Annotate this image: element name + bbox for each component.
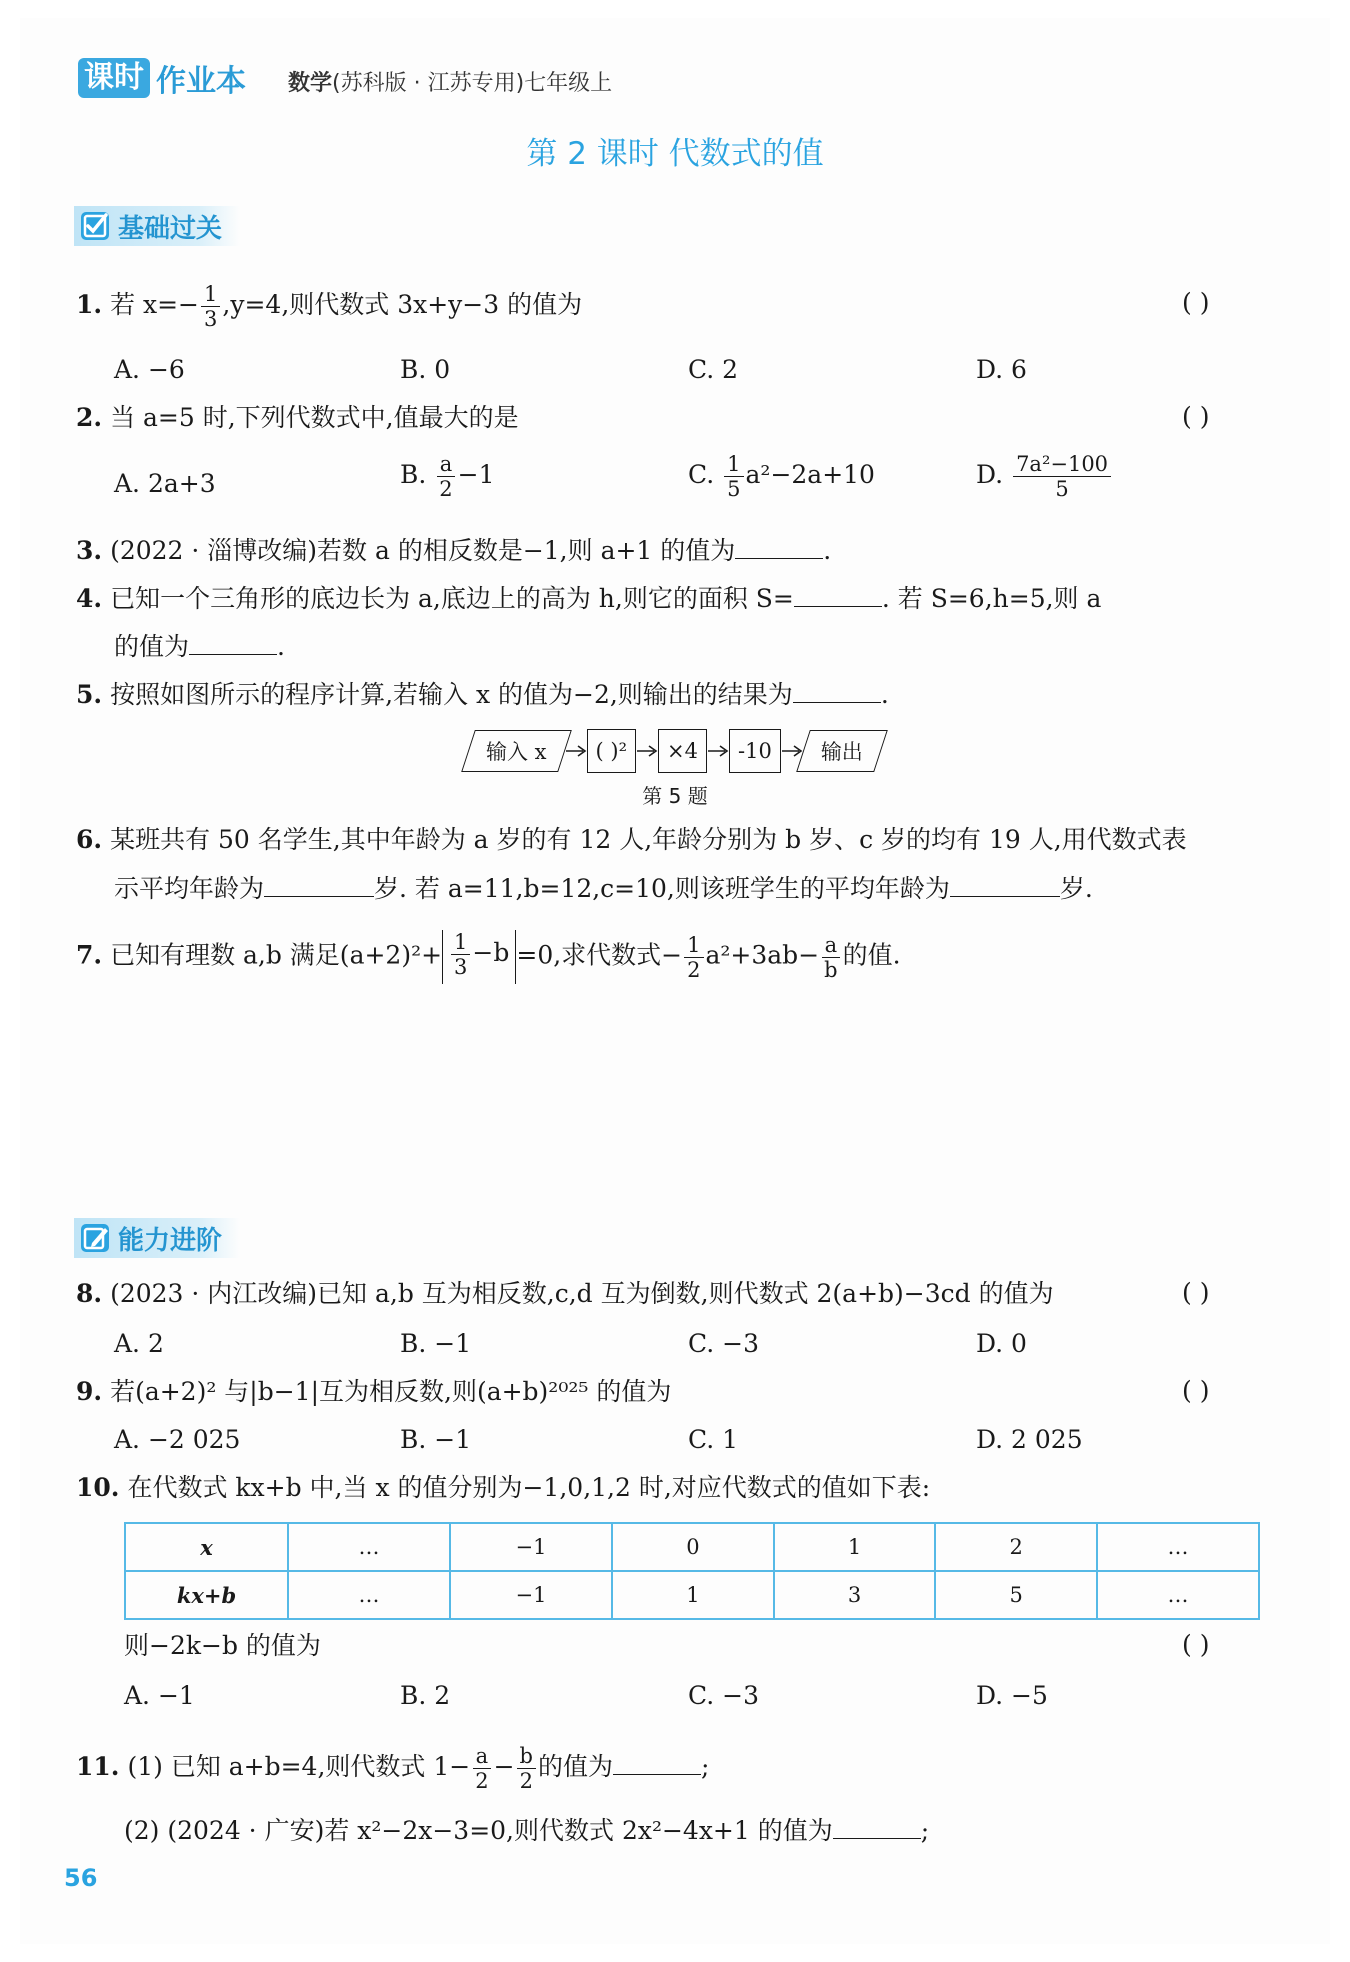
question-7 — [76, 930, 901, 984]
table-cell: −1 — [450, 1571, 612, 1619]
fraction — [472, 1744, 491, 1793]
option-c: C. −3 — [688, 1681, 759, 1710]
question-text: 某班共有 50 名学生,其中年龄为 a 岁的有 12 人,年龄分别为 b 岁、c 岁的均有 19 人,用代数式表 — [110, 825, 1187, 854]
table-cell: 5 — [935, 1571, 1097, 1619]
question-8 — [76, 1276, 1054, 1312]
operator: − — [493, 1752, 515, 1781]
fraction — [724, 452, 743, 501]
section-label-basic: 基础过关 — [118, 213, 223, 244]
flow-subtract-box: -10 — [729, 729, 781, 773]
fraction — [517, 1744, 536, 1793]
fraction-denominator: 2 — [519, 1769, 533, 1793]
fraction-numerator: a — [437, 452, 456, 477]
option-b: B. 0 — [400, 355, 451, 384]
table-header-cell: kx+b — [125, 1571, 288, 1619]
edition-label: (苏科版 · 江苏专用)七年级上 — [332, 71, 613, 96]
question-number: 8. — [76, 1279, 103, 1308]
question-4 — [76, 580, 1101, 617]
option-b: B. 2 — [400, 1681, 451, 1710]
fraction — [451, 930, 470, 979]
subject-label: 数学 — [288, 71, 333, 96]
question-10-ask: 则−2k−b 的值为 — [124, 1631, 321, 1660]
flow-multiply-box: ×4 — [658, 729, 707, 773]
question-text: 在代数式 kx+b 中,当 x 的值分别为−1,0,1,2 时,对应代数式的值如下表: — [127, 1473, 931, 1502]
question-text: a²+3ab− — [705, 940, 820, 970]
question-text: 按照如图所示的程序计算,若输入 x 的值为−2,则输出的结果为 — [110, 680, 793, 709]
question-number: 2. — [76, 403, 103, 432]
question-text: 若 x=− — [110, 290, 200, 319]
table-cell: 1 — [774, 1523, 936, 1571]
answer-parentheses: ( ) — [1182, 402, 1210, 431]
flow-output-label: 输出 — [820, 740, 863, 764]
question-number: 9. — [76, 1377, 103, 1406]
option-label: C. — [688, 460, 715, 489]
section-tag-basic — [74, 206, 240, 246]
question-text: (2) (2024 · 广安)若 x²−2x−3=0,则代数式 2x²−4x+1 的值为 — [124, 1816, 833, 1845]
flow-output — [803, 730, 881, 772]
fraction-denominator: 2 — [687, 957, 701, 982]
fraction-numerator: 1 — [451, 930, 470, 955]
question-11-part2 — [124, 1812, 929, 1849]
question-6-line2 — [114, 870, 1093, 907]
absolute-value — [442, 930, 516, 984]
flow-square-box: ( )² — [587, 729, 636, 773]
arrow-right-icon — [781, 744, 803, 758]
fraction-denominator: 2 — [439, 477, 453, 501]
table-cell: 1 — [612, 1571, 774, 1619]
question-text: (2023 · 内江改编)已知 a,b 互为相反数,c,d 互为倒数,则代数式 2(a+b)−3cd 的值为 — [110, 1279, 1054, 1308]
option-d: D. 6 — [976, 355, 1027, 384]
value-table — [124, 1522, 1260, 1620]
question-text: 的值为 — [538, 1752, 614, 1781]
option-b — [400, 452, 495, 501]
option-a: A. 2a+3 — [114, 469, 216, 498]
option-d: D. −5 — [976, 1681, 1048, 1710]
fraction-numerator: b — [517, 1744, 536, 1769]
table-cell: 0 — [612, 1523, 774, 1571]
fraction-numerator: a — [822, 933, 841, 958]
fraction-numerator: 1 — [684, 933, 703, 958]
question-number: 1. — [76, 290, 103, 319]
question-text: 若(a+2)² 与|b−1|互为相反数,则(a+b)²⁰²⁵ 的值为 — [110, 1377, 672, 1406]
question-text: (1) 已知 a+b=4,则代数式 1− — [127, 1752, 471, 1781]
table-cell: 2 — [935, 1523, 1097, 1571]
answer-parentheses: ( ) — [1182, 1376, 1210, 1405]
option-d: D. 0 — [976, 1329, 1027, 1358]
lesson-title: 第 2 课时 代数式的值 — [526, 136, 824, 172]
section-label-advanced: 能力进阶 — [118, 1225, 223, 1256]
option-c: C. 1 — [688, 1425, 739, 1454]
table-header-cell: x — [125, 1523, 288, 1571]
option-a: A. −2 025 — [114, 1425, 241, 1454]
table-row — [125, 1523, 1259, 1571]
flow-input — [468, 730, 565, 772]
question-text: 已知一个三角形的底边长为 a,底边上的高为 h,则它的面积 S= — [110, 584, 794, 613]
program-flowchart — [468, 728, 881, 774]
page-number: 56 — [64, 1864, 98, 1892]
question-text: (2022 · 淄博改编)若数 a 的相反数是−1,则 a+1 的值为 — [110, 536, 736, 565]
answer-blank[interactable] — [793, 676, 881, 703]
question-5 — [76, 676, 889, 713]
punctuation: . — [823, 536, 832, 565]
fraction-denominator: 5 — [1055, 477, 1069, 501]
table-cell: −1 — [450, 1523, 612, 1571]
option-b: B. −1 — [400, 1425, 472, 1454]
answer-blank[interactable] — [833, 1812, 921, 1839]
punctuation: ; — [701, 1752, 710, 1781]
punctuation: . — [880, 680, 889, 709]
question-text: 已知有理数 a,b 满足(a+2)²+ — [110, 940, 443, 970]
fraction-numerator: 1 — [201, 282, 220, 307]
fraction — [1013, 452, 1111, 501]
arrow-right-icon — [707, 744, 729, 758]
option-a: A. −1 — [124, 1681, 195, 1710]
option-d — [976, 452, 1113, 501]
fraction — [684, 933, 703, 982]
fraction-denominator: 3 — [204, 307, 218, 331]
question-text: 示平均年龄为 — [114, 874, 265, 903]
arrow-right-icon — [565, 744, 587, 758]
pencil-note-icon — [78, 1221, 112, 1255]
question-number: 7. — [76, 940, 103, 970]
answer-parentheses: ( ) — [1182, 1278, 1210, 1307]
checkbox-icon — [78, 209, 112, 243]
option-d: D. 2 025 — [976, 1425, 1083, 1454]
expression-text: −b — [472, 938, 510, 967]
book-subtitle — [288, 66, 612, 97]
table-cell: 3 — [774, 1571, 936, 1619]
option-b: B. −1 — [400, 1329, 472, 1358]
question-10 — [76, 1470, 930, 1506]
table-cell: … — [1097, 1523, 1259, 1571]
punctuation: . — [277, 632, 285, 661]
option-a: A. −6 — [114, 355, 185, 384]
punctuation: ; — [920, 1816, 930, 1845]
option-c: C. 2 — [688, 355, 739, 384]
question-text: 的值. — [842, 940, 901, 970]
table-row — [125, 1571, 1259, 1619]
question-number: 11. — [76, 1752, 120, 1781]
question-text: =0,求代数式− — [516, 940, 683, 970]
question-2 — [76, 400, 519, 436]
question-number: 10. — [76, 1473, 120, 1502]
question-text: 当 a=5 时,下列代数式中,值最大的是 — [110, 403, 519, 432]
fraction-denominator: 5 — [727, 477, 741, 501]
answer-parentheses: ( ) — [1182, 288, 1210, 317]
question-number: 5. — [76, 680, 103, 709]
question-number: 4. — [76, 584, 103, 613]
question-text: . 若 S=6,h=5,则 a — [881, 584, 1102, 613]
fraction — [821, 933, 840, 982]
arrow-right-icon — [636, 744, 658, 758]
answer-parentheses: ( ) — [1182, 1630, 1210, 1659]
answer-blank[interactable] — [613, 1748, 701, 1775]
section-tag-advanced — [74, 1218, 240, 1258]
option-label: D. — [976, 460, 1004, 489]
option-a: A. 2 — [114, 1329, 164, 1358]
logo-text: 作业本 — [156, 64, 246, 99]
question-number: 6. — [76, 825, 103, 854]
question-3 — [76, 532, 831, 569]
fraction-denominator: 2 — [475, 1769, 489, 1793]
answer-blank[interactable] — [264, 870, 374, 897]
answer-blank[interactable] — [735, 532, 823, 559]
book-logo — [78, 58, 246, 98]
question-text: ,y=4,则代数式 3x+y−3 的值为 — [222, 290, 583, 319]
option-c: C. −3 — [688, 1329, 759, 1358]
answer-blank[interactable] — [950, 870, 1060, 897]
answer-blank[interactable] — [189, 628, 277, 655]
table-cell: … — [288, 1571, 450, 1619]
question-text: 岁. 若 a=11,b=12,c=10,则该班学生的平均年龄为 — [374, 874, 950, 903]
table-cell: … — [1097, 1571, 1259, 1619]
option-label: B. — [400, 460, 427, 489]
question-6 — [76, 822, 1187, 858]
option-text: −1 — [457, 460, 495, 489]
fraction-denominator: 3 — [454, 955, 468, 979]
figure-caption: 第 5 题 — [642, 784, 708, 808]
question-text: 岁. — [1059, 874, 1093, 903]
question-number: 3. — [76, 536, 103, 565]
fraction — [436, 452, 455, 501]
question-11 — [76, 1744, 709, 1793]
fraction-numerator: 7a²−100 — [1013, 452, 1111, 477]
question-text: 的值为 — [114, 632, 190, 661]
table-cell: … — [288, 1523, 450, 1571]
option-text: a²−2a+10 — [745, 460, 875, 489]
fraction-numerator: a — [473, 1744, 492, 1769]
question-9 — [76, 1374, 671, 1410]
fraction-denominator: b — [824, 957, 838, 982]
fraction — [201, 282, 220, 331]
question-4-line2 — [114, 628, 285, 665]
fraction-numerator: 1 — [724, 452, 743, 477]
logo-boxed-text: 课时 — [78, 58, 150, 98]
question-1 — [76, 282, 582, 331]
option-c — [688, 452, 875, 501]
flow-input-label: 输入 x — [486, 740, 547, 764]
answer-blank[interactable] — [794, 580, 882, 607]
